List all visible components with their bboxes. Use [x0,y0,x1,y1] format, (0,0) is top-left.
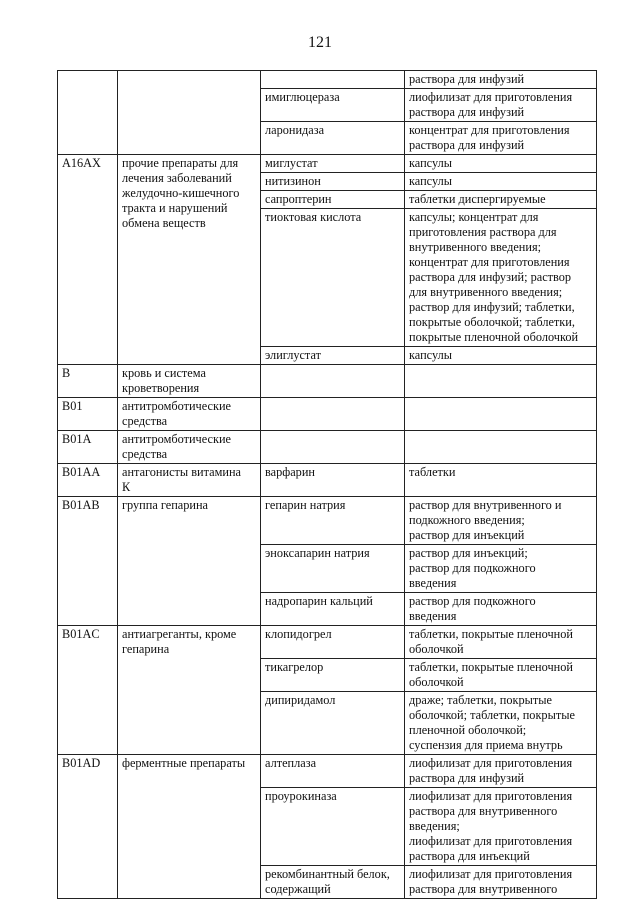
drug-name-cell [261,365,405,398]
group-name-cell [118,71,261,155]
atc-code-cell: B01 [58,398,118,431]
drug-name-cell: тикагрелор [261,659,405,692]
drug-name-cell: надропарин кальций [261,593,405,626]
table-row [58,431,597,464]
dosage-form-cell: капсулы [405,347,597,365]
drug-name-cell: проурокиназа [261,788,405,866]
dosage-form-cell: драже; таблетки, покрытые оболочкой; таблетки, покрытые пленочной оболочкой; суспензия для приема внутрь [405,692,597,755]
dosage-form-cell: капсулы [405,173,597,191]
drug-name-cell: рекомбинантный белок, содержащий [261,866,405,899]
table-row [58,497,597,545]
dosage-form-cell: капсулы; концентрат для приготовления раствора для внутривенного введения; концентрат для приготовления раствора для инфузий; раствор для внутривенного введения; раствор для инфузий; таблетки, покрытые оболочкой; таблетки, покрытые пленочной оболочкой [405,209,597,347]
dosage-form-cell: таблетки диспергируемые [405,191,597,209]
drug-name-cell: тиоктовая кислота [261,209,405,347]
drug-name-cell [261,398,405,431]
table-row [58,626,597,659]
atc-code-cell: B01AC [58,626,118,755]
table-row [58,71,597,89]
dosage-form-cell: раствор для подкожного введения [405,593,597,626]
dosage-form-cell: лиофилизат для приготовления раствора для внутривенного введения; лиофилизат для приготовления раствора для инъекций [405,788,597,866]
drug-name-cell: ларонидаза [261,122,405,155]
drug-name-cell: клопидогрел [261,626,405,659]
drug-name-cell: элиглустат [261,347,405,365]
dosage-form-cell: таблетки [405,464,597,497]
table-row [58,398,597,431]
drug-name-cell: эноксапарин натрия [261,545,405,593]
atc-code-cell: B01AB [58,497,118,626]
drug-name-cell: миглустат [261,155,405,173]
drug-name-cell: гепарин натрия [261,497,405,545]
drug-name-cell: имиглюцераза [261,89,405,122]
dosage-form-cell [405,365,597,398]
group-name-cell: антитромботические средства [118,431,261,464]
drug-name-cell: варфарин [261,464,405,497]
group-name-cell: группа гепарина [118,497,261,626]
dosage-form-cell: раствор для инъекций; раствор для подкожного введения [405,545,597,593]
drug-name-cell [261,431,405,464]
dosage-form-cell: лиофилизат для приготовления раствора для инфузий [405,89,597,122]
dosage-form-cell: концентрат для приготовления раствора для инфузий [405,122,597,155]
group-name-cell: прочие препараты для лечения заболеваний желудочно-кишечного тракта и нарушений обмена веществ [118,155,261,365]
atc-code-cell: B01A [58,431,118,464]
drug-name-cell: нитизинон [261,173,405,191]
atc-code-cell: A16AX [58,155,118,365]
atc-code-cell: B01AA [58,464,118,497]
group-name-cell: антиагреганты, кроме гепарина [118,626,261,755]
group-name-cell: ферментные препараты [118,755,261,899]
drug-name-cell: сапроптерин [261,191,405,209]
table-row [58,755,597,788]
drug-name-cell [261,71,405,89]
group-name-cell: кровь и система кроветворения [118,365,261,398]
dosage-form-cell [405,398,597,431]
dosage-form-cell: таблетки, покрытые пленочной оболочкой [405,626,597,659]
dosage-form-cell: капсулы [405,155,597,173]
table-row [58,155,597,173]
atc-code-cell: B01AD [58,755,118,899]
dosage-form-cell: таблетки, покрытые пленочной оболочкой [405,659,597,692]
drug-name-cell: дипиридамол [261,692,405,755]
dosage-form-cell: раствор для внутривенного и подкожного введения; раствор для инъекций [405,497,597,545]
table-row [58,464,597,497]
group-name-cell: антагонисты витамина К [118,464,261,497]
table-row [58,365,597,398]
dosage-form-cell [405,431,597,464]
group-name-cell: антитромботические средства [118,398,261,431]
drug-table [57,70,597,899]
atc-code-cell: B [58,365,118,398]
dosage-form-cell: лиофилизат для приготовления раствора для инфузий [405,755,597,788]
drug-name-cell: алтеплаза [261,755,405,788]
atc-code-cell [58,71,118,155]
dosage-form-cell: лиофилизат для приготовления раствора для внутривенного [405,866,597,899]
dosage-form-cell: раствора для инфузий [405,71,597,89]
page-number: 121 [308,34,332,51]
